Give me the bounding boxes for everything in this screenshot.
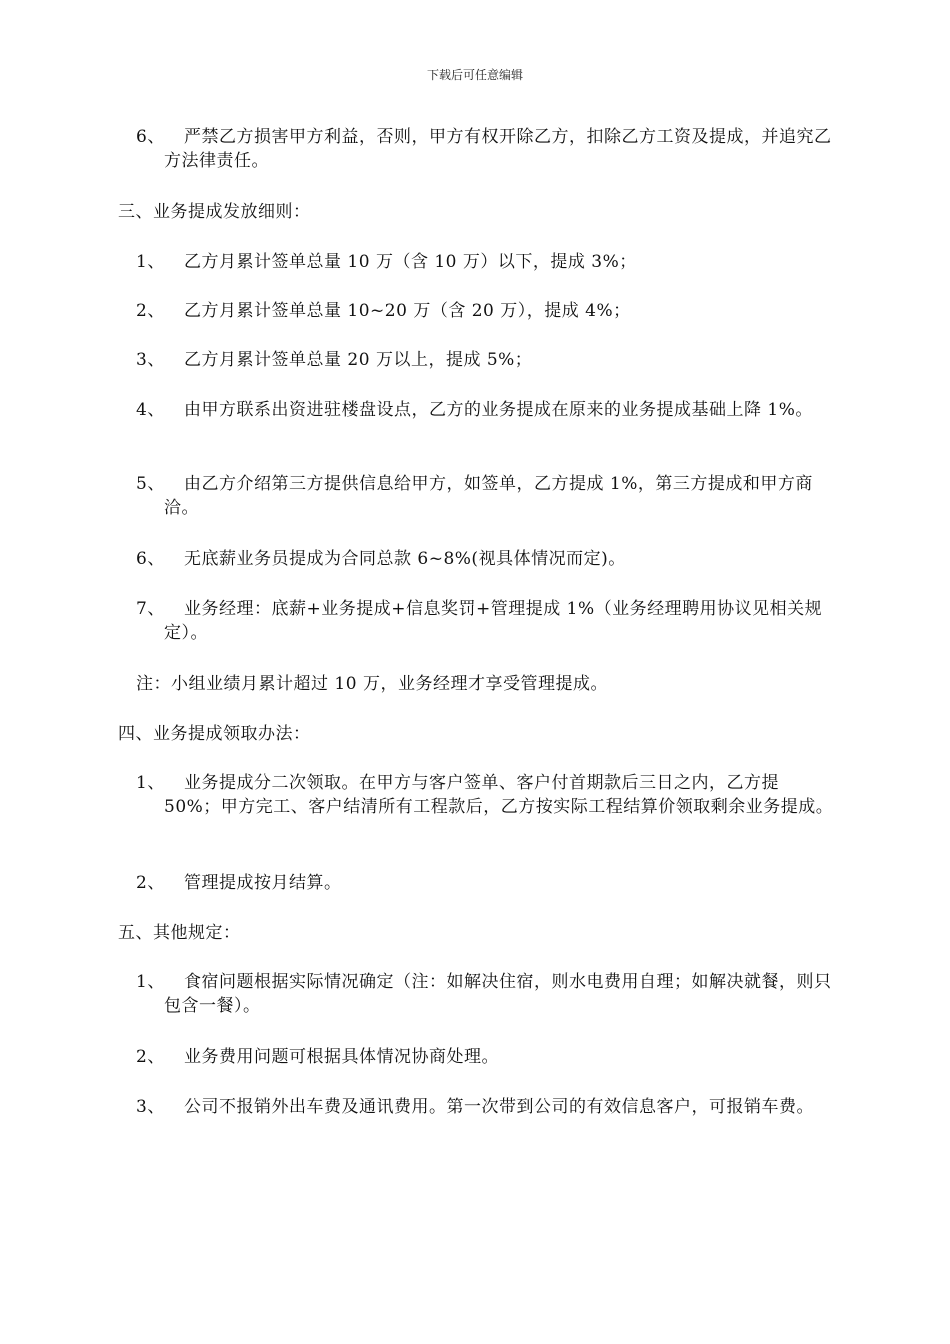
item-text: 无底薪业务员提成为合同总款 6~8%(视具体情况而定)。 <box>184 549 626 569</box>
item-number: 2、 <box>136 301 165 321</box>
page-header: 下载后可任意编辑 <box>426 68 523 82</box>
item-number: 1、 <box>136 252 165 272</box>
section-heading: 四、业务提成领取办法： <box>118 724 311 744</box>
list-item <box>136 125 836 173</box>
item-text: 管理提成按月结算。 <box>184 873 342 893</box>
list-item <box>136 348 836 372</box>
item-text: 乙方月累计签单总量 20 万以上，提成 5%； <box>184 350 533 370</box>
list-item <box>136 1045 836 1069</box>
item-text: 严禁乙方损害甲方利益，否则，甲方有权开除乙方，扣除乙方工资及提成，并追究乙方法律责任。 <box>164 127 832 171</box>
item-text: 食宿问题根据实际情况确定（注：如解决住宿，则水电费用自理；如解决就餐，则只包含一餐）。 <box>164 972 832 1016</box>
item-text: 业务费用问题可根据具体情况协商处理。 <box>184 1047 499 1067</box>
list-item <box>136 472 836 520</box>
item-text: 业务提成分二次领取。在甲方与客户签单、客户付首期款后三日之内，乙方提 50%；甲方完工、客户结清所有工程款后，乙方按实际工程结算价领取剩余业务提成。 <box>164 773 834 817</box>
item-number: 3、 <box>136 350 165 370</box>
item-number: 6、 <box>136 127 165 147</box>
list-item <box>136 250 836 274</box>
list-item <box>136 299 836 323</box>
item-number: 4、 <box>136 400 165 420</box>
item-text: 乙方月累计签单总量 10 万（含 10 万）以下，提成 3%； <box>184 252 637 272</box>
section-heading: 三、业务提成发放细则： <box>118 202 311 222</box>
item-text: 由甲方联系出资进驻楼盘设点，乙方的业务提成在原来的业务提成基础上降 1%。 <box>184 400 813 420</box>
list-item <box>136 970 836 1018</box>
item-text: 业务经理：底薪+业务提成+信息奖罚+管理提成 1%（业务经理聘用协议见相关规定）。 <box>164 599 823 643</box>
list-item <box>136 1095 836 1119</box>
item-number: 1、 <box>136 972 165 992</box>
list-item <box>136 547 836 571</box>
list-item <box>136 597 836 645</box>
item-number: 6、 <box>136 549 165 569</box>
item-text: 乙方月累计签单总量 10~20 万（含 20 万），提成 4%； <box>184 301 631 321</box>
item-number: 2、 <box>136 873 165 893</box>
item-number: 5、 <box>136 474 165 494</box>
list-item <box>136 771 836 819</box>
item-number: 3、 <box>136 1097 165 1117</box>
list-item <box>136 871 836 895</box>
item-text: 公司不报销外出车费及通讯费用。第一次带到公司的有效信息客户，可报销车费。 <box>184 1097 814 1117</box>
item-number: 7、 <box>136 599 165 619</box>
list-item <box>136 398 836 422</box>
note-text: 注：小组业绩月累计超过 10 万，业务经理才享受管理提成。 <box>136 674 608 694</box>
item-number: 1、 <box>136 773 165 793</box>
item-text: 由乙方介绍第三方提供信息给甲方，如签单，乙方提成 1%，第三方提成和甲方商洽。 <box>164 474 813 518</box>
section-heading: 五、其他规定： <box>118 923 241 943</box>
item-number: 2、 <box>136 1047 165 1067</box>
